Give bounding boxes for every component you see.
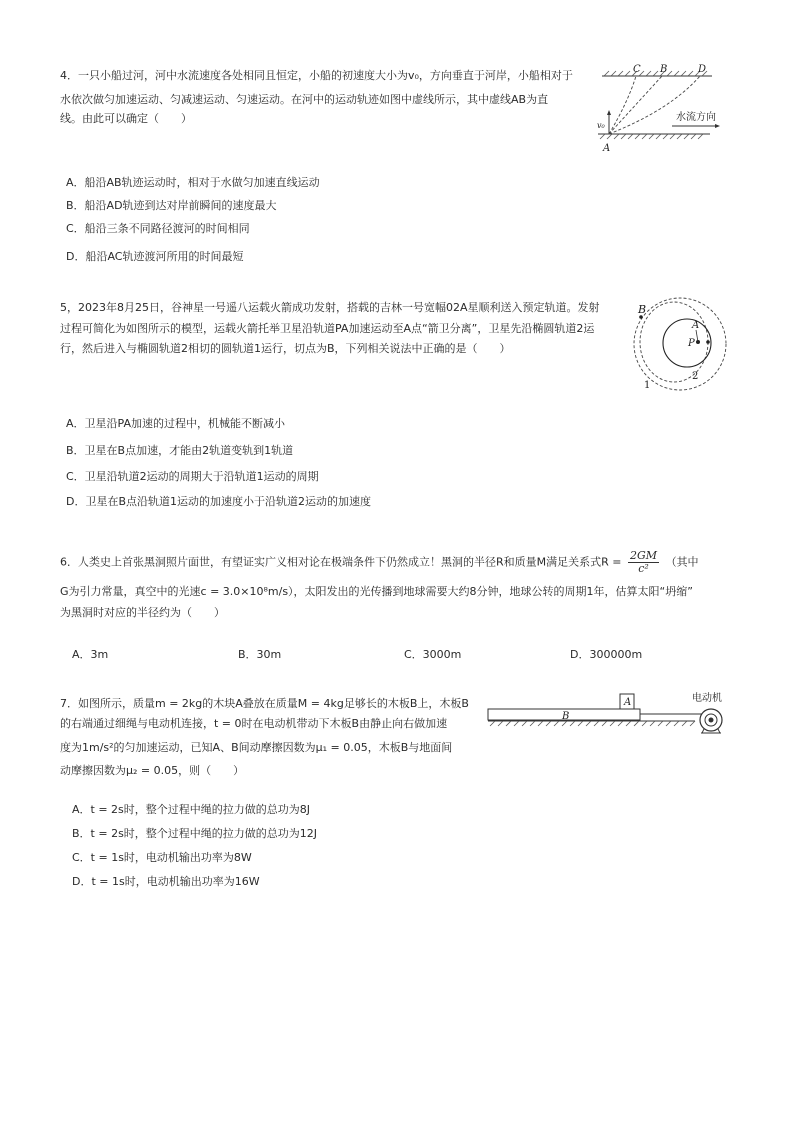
q6-option-c[interactable]: C．3000m bbox=[404, 648, 462, 661]
q4-option-d[interactable]: D．船沿AC轨迹渡河所用的时间最短 bbox=[66, 250, 244, 263]
q7-label-motor: 电动机 bbox=[692, 693, 722, 704]
q7-option-d[interactable]: D．t = 1s时，电动机输出功率为16W bbox=[72, 875, 260, 888]
q4-label-v0: v₀ bbox=[597, 121, 605, 130]
q4-stem-line-2: 水依次做匀加速运动、匀减速运动、匀速运动。在河中的运动轨迹如图中虚线所示，其中虚线AB为直 bbox=[60, 93, 549, 106]
q6-fraction-denominator: c² bbox=[638, 562, 649, 575]
q4-label-a: A bbox=[603, 143, 611, 154]
q5-option-c[interactable]: C．卫星沿轨道2运动的周期大于沿轨道1运动的周期 bbox=[66, 470, 319, 483]
q5-stem-line-2: 过程可简化为如图所示的模型，运载火箭托举卫星沿轨道PA加速运动至A点“箭卫分离”，卫星先沿椭圆轨道2运 bbox=[60, 322, 595, 335]
q7-option-c[interactable]: C．t = 1s时，电动机输出功率为8W bbox=[72, 851, 252, 864]
q5-label-b: B bbox=[638, 303, 647, 316]
q5-stem-line-3: 行，然后进入与椭圆轨道2相切的圆轨道1运行，切点为B，下列相关说法中正确的是（ ） bbox=[60, 342, 511, 355]
q6-option-b[interactable]: B．30m bbox=[238, 648, 282, 661]
q5-option-b[interactable]: B．卫星在B点加速，才能由2轨道变轨到1轨道 bbox=[66, 444, 294, 457]
q6-stem-suffix: （其中 bbox=[665, 555, 699, 569]
q5-label-a: A bbox=[692, 320, 700, 331]
q7-option-a[interactable]: A．t = 2s时，整个过程中绳的拉力做的总功为8J bbox=[72, 803, 311, 816]
q5-orbit-figure bbox=[630, 296, 736, 392]
q5-stem-line-1: 5，2023年8月25日，谷神星一号遥八运载火箭成功发射，搭载的吉林一号宽幅02A星顺利送入预定轨道。发射 bbox=[60, 301, 600, 314]
q4-option-b[interactable]: B．船沿AD轨迹到达对岸前瞬间的速度最大 bbox=[66, 199, 277, 212]
q6-formula-fraction bbox=[628, 550, 659, 575]
q5-label-orbit-1: 1 bbox=[644, 380, 651, 391]
q4-label-b: B bbox=[660, 64, 668, 75]
q5-option-d[interactable]: D．卫星在B点沿轨道1运动的加速度小于沿轨道2运动的加速度 bbox=[66, 495, 372, 508]
q7-stem-line-4: 动摩擦因数为μ₂ = 0.05，则（ ） bbox=[60, 764, 245, 777]
q7-label-b: B bbox=[562, 711, 570, 722]
q7-option-b[interactable]: B．t = 2s时，整个过程中绳的拉力做的总功为12J bbox=[72, 827, 318, 840]
q5-label-orbit-2: 2 bbox=[692, 371, 699, 382]
q6-stem-prefix: 6．人类史上首张黑洞照片面世，有望证实广义相对论在极端条件下仍然成立！黑洞的半径R和质量M满足关系式R = bbox=[60, 555, 622, 569]
q5-option-a[interactable]: A．卫星沿PA加速的过程中，机械能不断减小 bbox=[66, 417, 285, 430]
q7-stem-line-3: 度为1m/s²的匀加速运动，已知A、B间动摩擦因数为μ₁ = 0.05，木板B与地面间 bbox=[60, 741, 453, 754]
q4-label-flow: 水流方向 bbox=[676, 112, 716, 123]
q4-river-figure bbox=[592, 62, 732, 154]
q6-stem-line-1 bbox=[60, 550, 699, 575]
q4-label-c: C bbox=[633, 64, 641, 75]
q6-stem-line-3: 为黑洞时对应的半径约为（ ） bbox=[60, 606, 225, 619]
q7-stem-line-2: 的右端通过细绳与电动机连接，t = 0时在电动机带动下木板B由静止向右做加速 bbox=[60, 717, 448, 730]
q7-stem-line-1: 7．如图所示，质量m = 2kg的木块A叠放在质量M = 4kg足够长的木板B上，木板B bbox=[60, 697, 469, 710]
q4-stem-line-1: 4．一只小船过河，河中水流速度各处相同且恒定，小船的初速度大小为v₀，方向垂直于河岸，小船相对于 bbox=[60, 69, 573, 82]
q7-label-a: A bbox=[624, 697, 632, 708]
q4-option-a[interactable]: A．船沿AB轨迹运动时，相对于水做匀加速直线运动 bbox=[66, 176, 320, 189]
q7-motor-figure bbox=[480, 688, 740, 746]
q6-option-a[interactable]: A．3m bbox=[72, 648, 109, 661]
q4-option-c[interactable]: C．船沿三条不同路径渡河的时间相同 bbox=[66, 222, 250, 235]
q6-stem-line-2: G为引力常量，真空中的光速c = 3.0×10⁸m/s），太阳发出的光传播到地球需要大约8分钟，地球公转的周期1年，估算太阳“坍缩” bbox=[60, 585, 693, 598]
q6-fraction-numerator: 2GM bbox=[630, 549, 658, 562]
q6-option-d[interactable]: D．300000m bbox=[570, 648, 643, 661]
q4-stem-line-3: 线。由此可以确定（ ） bbox=[60, 112, 192, 125]
q4-label-d: D bbox=[698, 64, 707, 75]
q5-label-p: P bbox=[688, 338, 695, 349]
